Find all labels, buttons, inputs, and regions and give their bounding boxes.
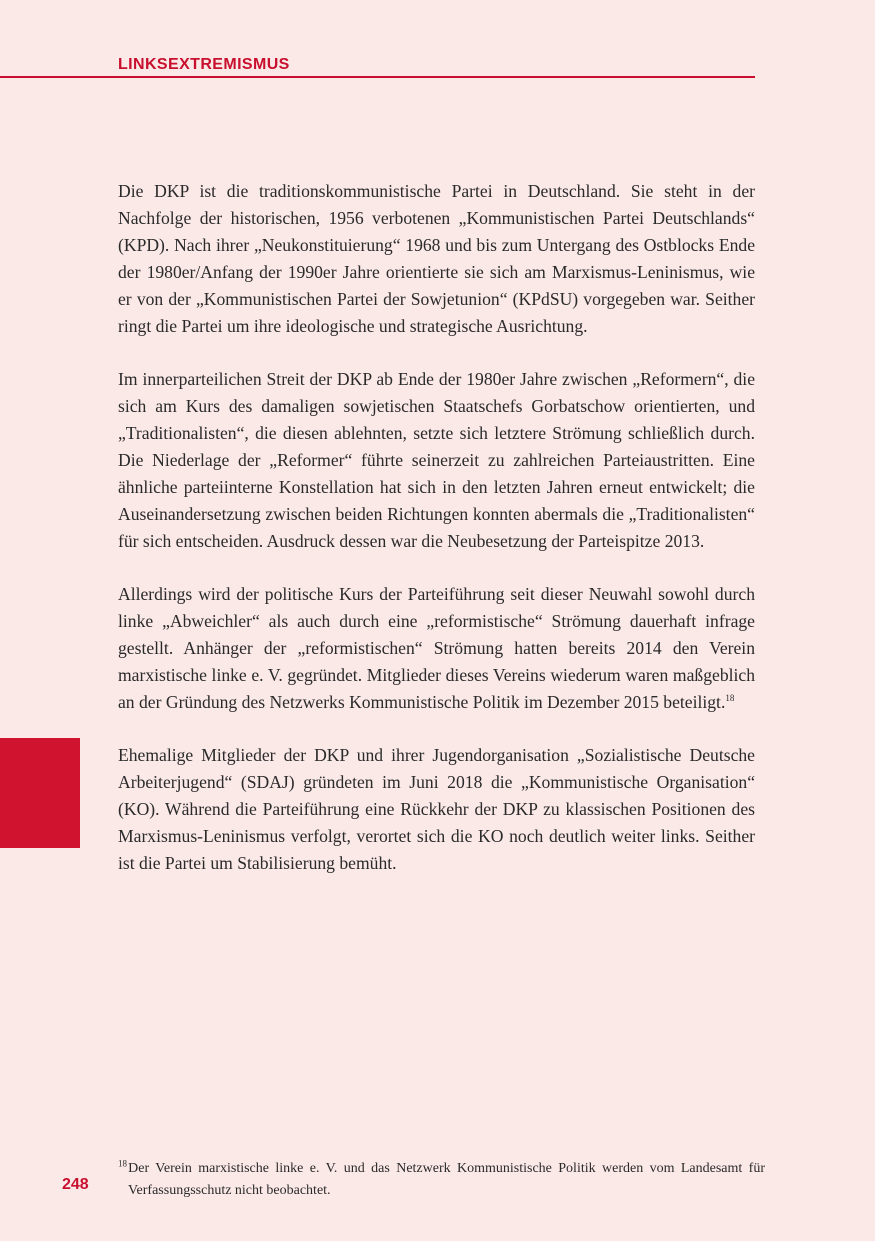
footnote-number: 18 xyxy=(118,1158,127,1169)
chapter-side-tab xyxy=(0,738,80,848)
page-number: 248 xyxy=(62,1176,89,1193)
footnote xyxy=(118,1158,765,1202)
paragraph-2: Im innerparteilichen Streit der DKP ab Ende der 1980er Jahre zwischen „Reformern“, die sich am Kurs des damaligen sowjetischen Staatschefs Gorbatschow orientierten, und „Traditionalisten“, die diesen ablehnten, setzte sich letztere Strömung schließlich durch. Die Niederlage der „Reformer“ führte seinerzeit zu zahlreichen Parteiaustritten. Eine ähnliche parteiinterne Konstellation hat sich in den letzten Jahren erneut entwickelt; die Auseinandersetzung zwischen beiden Richtungen konnten abermals die „Traditionalisten“ für sich entscheiden. Ausdruck dessen war die Neubesetzung der Parteispitze 2013. xyxy=(118,369,755,551)
paragraph-1: Die DKP ist die traditionskommunistische Partei in Deutschland. Sie steht in der Nachfolge der historischen, 1956 verbotenen „Kommunistischen Partei Deutschlands“ (KPD). Nach ihrer „Neukonstituierung“ 1968 und bis zum Untergang des Ostblocks Ende der 1980er/Anfang der 1990er Jahre orientierte sie sich am Marxismus-Leninismus, wie er von der „Kommunistischen Partei der Sowjetunion“ (KPdSU) vorgegeben war. Seither ringt die Partei um ihre ideologische und strategische Ausrichtung. xyxy=(118,181,755,336)
paragraph-3-text: Allerdings wird der politische Kurs der Parteiführung seit dieser Neuwahl sowohl durch linke „Abweichler“ als auch durch eine „reformistische“ Strömung dauerhaft infrage gestellt. Anhänger der „reformistischen“ Strömung hatten bereits 2014 den Verein marxistische linke e. V. gegründet. Mitglieder dieses Vereins wiederum waren maßgeblich an der Gründung des Netzwerks Kommunistische Politik im Dezember 2015 beteiligt. xyxy=(118,584,755,712)
paragraph-3 xyxy=(118,581,755,716)
body-text xyxy=(118,178,755,903)
header-rule xyxy=(0,76,755,78)
paragraph-4: Ehemalige Mitglieder der DKP und ihrer Jugendorganisation „Sozialistische Deutsche Arbeiterjugend“ (SDAJ) gründeten im Juni 2018 die „Kommunistische Organisation“ (KO). Während die Parteiführung eine Rückkehr der DKP zu klassischen Positionen des Marxismus-Leninismus verfolgt, verortet sich die KO noch deutlich weiter links. Seither ist die Partei um Stabilisierung bemüht. xyxy=(118,745,755,873)
footnote-text: Der Verein marxistische linke e. V. und das Netzwerk Kommunistische Politik werden vom Landesamt für Verfassungsschutz nicht beobachtet. xyxy=(128,1161,765,1198)
running-header: LINKSEXTREMISMUS xyxy=(118,56,290,73)
footnote-reference[interactable]: 18 xyxy=(725,693,735,704)
